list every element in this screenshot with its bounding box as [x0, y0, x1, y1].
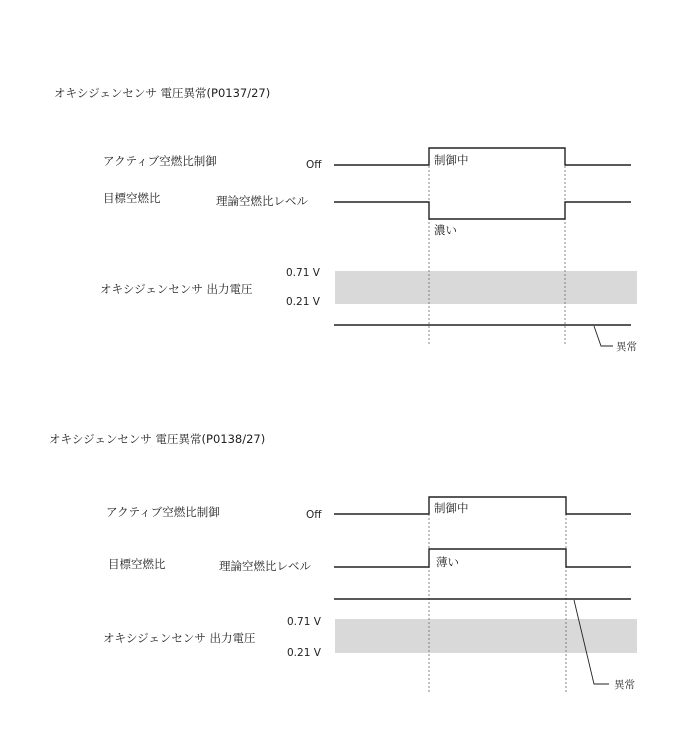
active-off-label: Off: [306, 159, 322, 171]
target-level-label: 理論空燃比レベル: [216, 194, 308, 208]
active-off-label: Off: [306, 509, 322, 521]
diagram-p0138: [49, 432, 637, 692]
target-afr-label: 目標空燃比: [108, 557, 166, 571]
voltage-low-label: 0.21 V: [286, 296, 320, 308]
diagram-title: オキシジェンセンサ 電圧異常(P0137/27): [54, 86, 271, 100]
sensor-voltage-label: オキシジェンセンサ 出力電圧: [103, 631, 256, 645]
diagram-p0137: [54, 86, 637, 353]
voltage-high-label: 0.71 V: [286, 267, 320, 279]
active-control-label: アクティブ空燃比制御: [103, 154, 217, 168]
active-on-label: 制御中: [434, 153, 469, 167]
abnormal-label: 異常: [616, 341, 637, 353]
target-afr-label: 目標空燃比: [103, 191, 161, 205]
voltage-low-label: 0.21 V: [287, 647, 321, 659]
active-control-label: アクティブ空燃比制御: [106, 505, 220, 519]
voltage-band: [335, 619, 637, 653]
abnormal-label: 異常: [614, 679, 635, 691]
diagram-title: オキシジェンセンサ 電圧異常(P0138/27): [49, 432, 266, 446]
sensor-voltage-label: オキシジェンセンサ 出力電圧: [100, 282, 253, 296]
active-on-label: 制御中: [434, 501, 469, 515]
target-afr-waveform: [334, 202, 631, 219]
voltage-band: [335, 271, 637, 304]
active-control-waveform: [334, 497, 631, 514]
target-change-label: 薄い: [436, 555, 459, 569]
active-control-waveform: [334, 148, 631, 165]
target-afr-waveform: [334, 549, 631, 567]
voltage-high-label: 0.71 V: [287, 616, 321, 628]
abnormal-leader: [594, 326, 613, 346]
target-change-label: 濃い: [434, 223, 457, 237]
target-level-label: 理論空燃比レベル: [219, 559, 311, 573]
